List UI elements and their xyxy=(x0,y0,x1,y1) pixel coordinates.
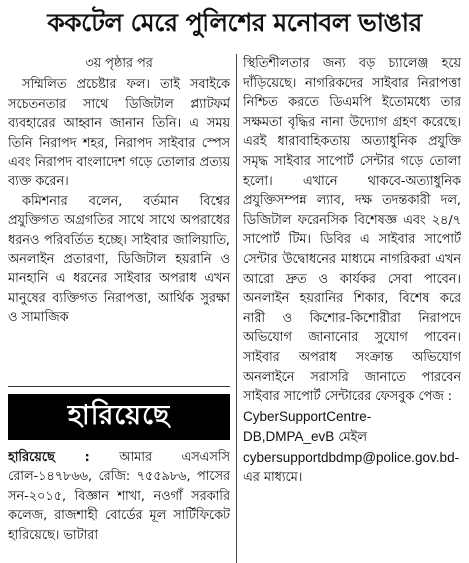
email-suffix: -এর মাধ্যমে। xyxy=(243,450,460,486)
article-paragraph: স্থিতিশীলতার জন্য বড় চ্যালেঞ্জ হয়ে দাঁড়িয়েছে। নাগরিকদের সাইবার নিরাপত্তা নিশ্চিত করতে ডিএমপি ইতোমধ্যে তার সক্ষমতা বৃদ্ধির নানা উদ্যোগ গ্রহণ করেছে। এরই ধারাবাহিকতায় অত্যাধুনিক প্রযুক্তি সমৃদ্ধ সাইবার সাপোর্ট সেন্টার গড়ে তোলা হলো। এখানে থাকবে-অত্যাধুনিক প্রযুক্তিসম্পন্ন ল্যাব, দক্ষ তদন্তকারী দল, ডিজিটাল ফরেনসিক বিশেষজ্ঞ এবং ২৪/৭ সাপোর্ট টিম। ডিবির এ সাইবার সাপোর্ট সেন্টার উদ্বোধনের মাধ্যমে নাগরিকরা এখন আরো দ্রুত ও কার্যকর সেবা পাবেন। অনলাইন হয়রানির শিকার, বিশেষ করে নারী ও কিশোর-কিশোরীরা নিরাপদে অভিযোগ জানানোর সুযোগ পাবেন। সাইবার অপরাধ সংক্রান্ত অভিযোগ অনলাইনে সরাসরি জানাতে পারবেন সাইবার সাপোর্ট সেন্টারের ফেসবুক পেজ : xyxy=(243,56,461,405)
facebook-page-name: CyberSupportCentre-DB,DMPA_evB xyxy=(243,408,372,445)
lost-notice xyxy=(8,448,230,563)
article-paragraph: কমিশনার বলেন, বর্তমান বিশ্বের প্রযুক্তিগত অগ্রগতির সাথে সাথে অপরাধের ধরনও পরিবর্তিত হচ্ছে। সাইবার জালিয়াতি, অনলাইন প্রতারণা, ডিজিটাল হয়রানি ও মানহানি এ ধরনের সাইবার অপরাধ এখন মানুষের ব্যক্তিগত নিরাপত্তা, আর্থিক সুরক্ষা ও সামাজিক xyxy=(8,193,230,326)
facebook-page-line xyxy=(243,407,461,448)
lost-notice-text: আমার এসএসসি রোল-১৪৭৮৬৬, রেজি: ৭৫৫৯৮৬, পাসের সন-২০১৫, বিজ্ঞান শাখা, নওগাঁ সরকারি কলেজ, রাজশাহী বোর্ডের মূল সার্টিফিকেট হারিয়েছে। ভাটারা xyxy=(8,450,230,543)
left-column xyxy=(8,54,230,384)
right-column xyxy=(243,54,461,563)
lost-notice-label: হারিয়েছে : xyxy=(8,450,90,465)
lost-notice-banner: হারিয়েছে xyxy=(8,394,230,440)
email-line xyxy=(243,448,461,488)
headline: ককটেল মেরে পুলিশের মনোবল ভাঙার xyxy=(47,8,422,37)
mail-label: মেইল xyxy=(338,430,367,446)
section-divider xyxy=(8,386,230,387)
column-divider xyxy=(236,54,237,563)
article-paragraph: সম্মিলিত প্রচেষ্টার ফল। তাই সবাইকে সচেতনতার সাথে ডিজিটাল প্ল্যাটফর্ম ব্যবহারের আহ্বান জানান তিনি। এ সময় তিনি নিরাপদ শহর, নিরাপদ সাইবার স্পেস এবং নিরাপদ বাংলাদেশ গড়ে তোলার প্রত্যয় ব্যক্ত করেন। xyxy=(8,77,230,190)
continued-from-note: ৩য় পৃষ্ঠার পর xyxy=(85,56,153,71)
email-address: cybersupportdbdmp@police.gov.bd xyxy=(243,449,455,465)
